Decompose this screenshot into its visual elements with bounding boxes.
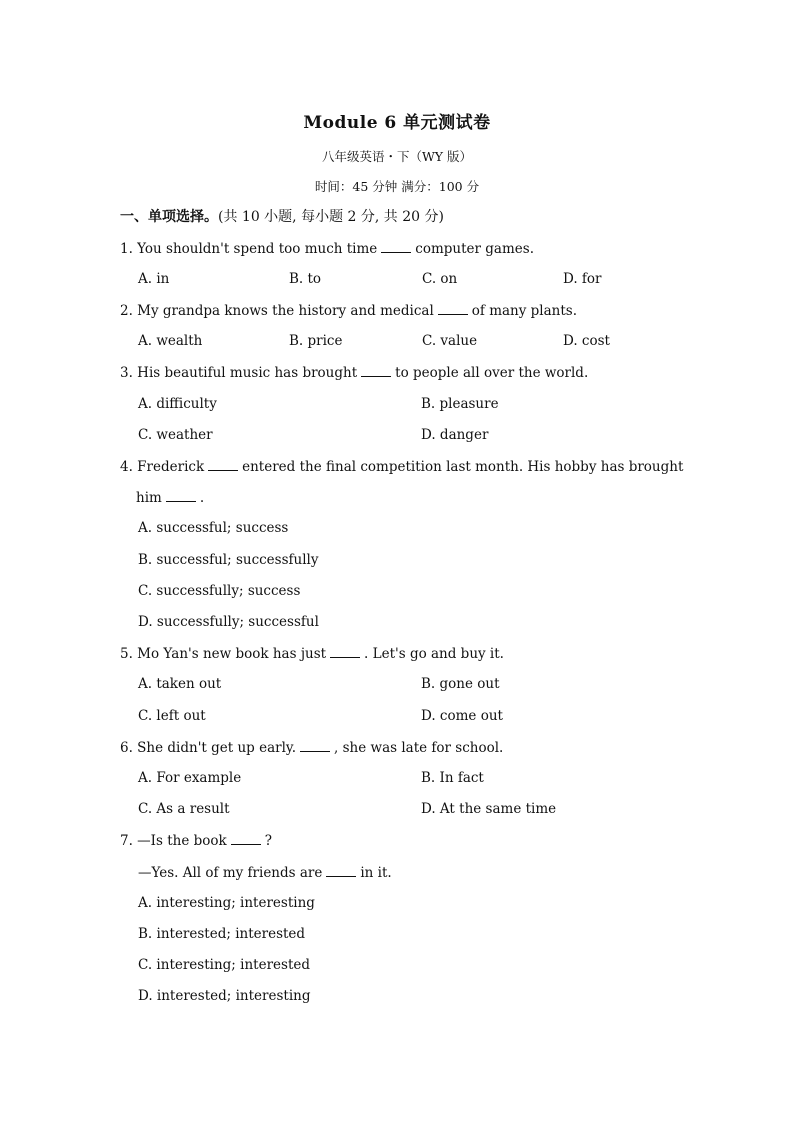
question-text: —Yes. All of my friends are xyxy=(138,865,323,881)
answer-blank xyxy=(361,364,391,377)
option-b: B. interested; interested xyxy=(138,926,306,942)
option-a: A. in xyxy=(138,271,170,287)
question-text: him xyxy=(136,490,162,506)
exam-time-info: 时间：45 分钟 满分：100 分 xyxy=(314,179,480,194)
section-note: (共 10 小题, 每小题 2 分, 共 20 分) xyxy=(218,209,444,225)
option-a: A. wealth xyxy=(138,333,203,349)
question-3 xyxy=(120,364,588,381)
question-text: 4. Frederick xyxy=(120,459,205,475)
question-text: 6. She didn't get up early. xyxy=(120,740,297,756)
option-a: A. difficulty xyxy=(138,396,217,412)
option-b: B. In fact xyxy=(421,770,484,786)
question-1 xyxy=(120,240,534,257)
question-6 xyxy=(120,739,503,756)
option-c: C. left out xyxy=(138,708,206,724)
question-text: 1. You shouldn't spend too much time xyxy=(120,241,378,257)
question-text: to people all over the world. xyxy=(395,365,589,381)
answer-blank xyxy=(438,302,468,315)
option-c: C. As a result xyxy=(138,801,230,817)
page-subtitle: 八年级英语・下（WY 版） xyxy=(321,149,473,164)
question-7 xyxy=(120,832,272,849)
option-d: D. successfully; successful xyxy=(138,614,319,630)
question-5 xyxy=(120,645,504,662)
option-c: C. interesting; interested xyxy=(138,957,310,973)
question-text: computer games. xyxy=(415,241,534,257)
option-a: A. successful; success xyxy=(138,520,289,536)
question-text: 3. His beautiful music has brought xyxy=(120,365,358,381)
option-c: C. on xyxy=(422,271,458,287)
option-b: B. gone out xyxy=(421,676,500,692)
option-d: D. come out xyxy=(421,708,503,724)
question-text: ? xyxy=(264,833,272,849)
section-heading xyxy=(120,206,444,226)
question-4-continued xyxy=(136,489,204,506)
page-title: Module 6 单元测试卷 xyxy=(303,113,491,133)
question-7-reply xyxy=(138,864,392,881)
answer-blank xyxy=(330,645,360,658)
option-b: B. pleasure xyxy=(421,396,499,412)
option-a: A. taken out xyxy=(138,676,222,692)
answer-blank xyxy=(208,458,238,471)
option-d: D. cost xyxy=(563,333,610,349)
option-d: D. At the same time xyxy=(421,801,557,817)
answer-blank xyxy=(166,489,196,502)
question-text: 7. —Is the book xyxy=(120,833,227,849)
question-text: . xyxy=(199,490,205,506)
answer-blank xyxy=(300,739,330,752)
question-text: 5. Mo Yan's new book has just xyxy=(120,646,327,662)
question-text: entered the final competition last month. His hobby has brought xyxy=(242,459,684,475)
option-a: A. interesting; interesting xyxy=(138,895,315,911)
question-text: of many plants. xyxy=(471,303,578,319)
question-4 xyxy=(120,458,684,475)
option-b: B. successful; successfully xyxy=(138,552,319,568)
question-text: , she was late for school. xyxy=(334,740,504,756)
option-a: A. For example xyxy=(138,770,242,786)
option-d: D. for xyxy=(563,271,602,287)
option-c: C. value xyxy=(422,333,478,349)
option-c: C. successfully; success xyxy=(138,583,301,599)
option-c: C. weather xyxy=(138,427,213,443)
option-b: B. to xyxy=(289,271,322,287)
option-b: B. price xyxy=(289,333,343,349)
answer-blank xyxy=(231,832,261,845)
option-d: D. interested; interesting xyxy=(138,988,311,1004)
question-text: . Let's go and buy it. xyxy=(364,646,504,662)
question-text: in it. xyxy=(360,865,392,881)
option-d: D. danger xyxy=(421,427,489,443)
question-2 xyxy=(120,302,577,319)
answer-blank xyxy=(381,240,411,253)
answer-blank xyxy=(326,864,356,877)
section-title: 一、单项选择。 xyxy=(120,209,218,225)
question-text: 2. My grandpa knows the history and medical xyxy=(120,303,434,319)
